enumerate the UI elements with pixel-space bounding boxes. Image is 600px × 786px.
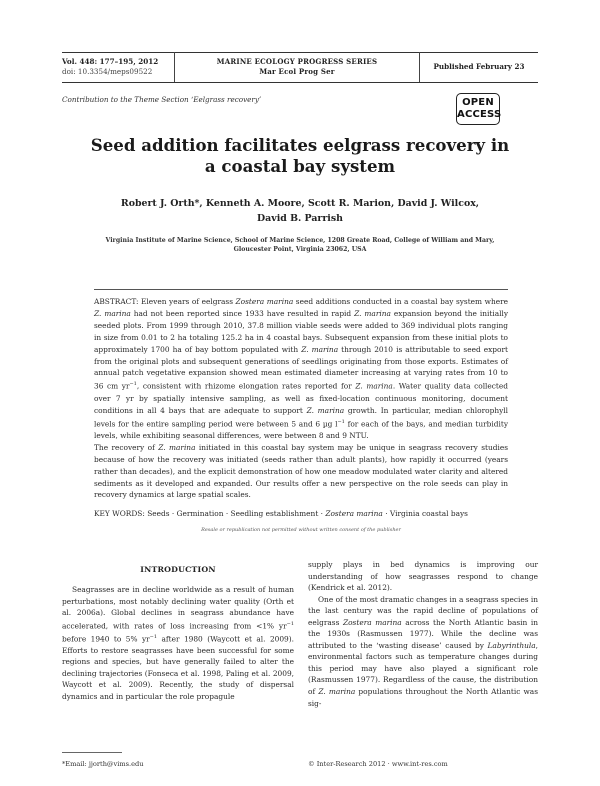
species-name: Z. marina bbox=[94, 308, 131, 318]
open-access-icon bbox=[456, 93, 500, 125]
copyright: © Inter-Research 2012 · www.int-res.com bbox=[308, 760, 448, 768]
species-name: Zostera marina bbox=[235, 297, 294, 306]
species-name: Z. marina bbox=[158, 442, 196, 452]
body-text: , environmental factors such as temperature changes during this period may have also played a significant role (Rasmussen 1977). Regardless of the cause, the distribution of bbox=[308, 640, 538, 697]
published-date: Published February 23 bbox=[433, 62, 525, 71]
species-name: Zostera marina bbox=[342, 617, 402, 627]
abstract-text: Eleven years of eelgrass bbox=[138, 297, 236, 306]
intro-column-right bbox=[308, 559, 538, 709]
superscript: −1 bbox=[337, 418, 345, 425]
resale-text: Resale or republication not permitted without written consent of the publisher bbox=[197, 527, 405, 533]
body-text: Seagrasses are in decline worldwide as a result of human perturbations, most notably declining water quality (Orth et al. 2006a). Global declines in seagrass abundance have accelerated, with rates of loss increasing from <1% yr bbox=[62, 585, 294, 631]
title-line1: Seed addition facilitates eelgrass recovery in bbox=[90, 135, 510, 155]
contribution-note: Contribution to the Theme Section ‘Eelgrass recovery’ bbox=[62, 95, 262, 104]
abstract-text: The recovery of bbox=[94, 442, 159, 452]
abstract-text: for each of the bays, and median turbidity levels, while exhibiting seasonal differences, were between 8 and 9 NTU. bbox=[94, 419, 508, 440]
abstract-text: through 2010 is attributable to seed export from the original plots and subsequent generations of seedlings originating from those exports. Estimates of annual patch vegetative expansion showed mean estimated diameter increasing at varying rates from 10 to 36 cm yr bbox=[94, 344, 508, 391]
open-access-line2: ACCESS bbox=[457, 109, 502, 120]
keywords-label: KEY WORDS: bbox=[94, 509, 145, 518]
journal-name bbox=[174, 52, 420, 82]
intro-column-left bbox=[62, 584, 294, 702]
body-text: after 1980 (Waycott et al. 2009). Efforts to restore seagrasses have been successful for some regions and species, but have generally failed to alter the declining trajectories (Fonseca et al. 1998, Paling et al. 2009, Waycott et al. 2009). Recently, the study of dispersal dynamics and in particular the role propagule bbox=[62, 634, 294, 701]
body-text: before 1940 to 5% yr bbox=[62, 634, 150, 644]
keyword-text: · Virginia coastal bays bbox=[382, 509, 468, 518]
body-text: One of the most dramatic changes in a seagrass species in the last century was the rapid decline of populations of eelgrass bbox=[308, 594, 538, 627]
abstract-label: ABSTRACT: bbox=[94, 297, 139, 306]
volume-info bbox=[62, 52, 174, 82]
section-heading-introduction: INTRODUCTION bbox=[140, 565, 216, 574]
authors-line2: David B. Parrish bbox=[257, 213, 343, 224]
abstract-text: , consistent with rhizome elongation rates reported for bbox=[136, 381, 356, 391]
volume-text: Vol. 448: 177–195, 2012 bbox=[62, 57, 159, 66]
species-name: Z. marina bbox=[354, 308, 391, 318]
journal-name-line2: Mar Ecol Prog Ser bbox=[259, 67, 335, 76]
superscript: −1 bbox=[286, 620, 294, 627]
abstract-paragraph-2 bbox=[94, 442, 508, 502]
abstract-text: expansion beyond the initially seeded plots. From 1999 through 2010, 37.8 million viable seeds were added to 369 individual plots ranging in size from 0.01 to 2 ha totaling 125.2 ha in 4 coastal bays. Subsequent expansion from these initial plots to approximately 1700 ha of bay bottom populated with bbox=[94, 308, 509, 354]
species-name: Z. marina bbox=[355, 381, 393, 391]
species-name: Z. marina bbox=[318, 687, 356, 697]
abstract-text: seed additions conducted in a coastal bay system where bbox=[293, 297, 508, 306]
abstract bbox=[94, 296, 508, 501]
footnote-rule bbox=[62, 752, 122, 753]
body-text: populations throughout the North Atlantic was sig- bbox=[308, 687, 538, 708]
abstract-paragraph-1 bbox=[94, 296, 508, 442]
intro-paragraph-1 bbox=[62, 584, 294, 702]
journal-name-line1: MARINE ECOLOGY PROGRESS SERIES bbox=[216, 57, 378, 66]
authors-line1: Robert J. Orth*, Kenneth A. Moore, Scott R. Marion, David J. Wilcox, bbox=[120, 198, 480, 209]
doi-text: doi: 10.3354/meps09522 bbox=[62, 67, 153, 76]
abstract-text: had not been reported since 1933 have resulted in rapid bbox=[130, 308, 355, 318]
abstract-text: . Water quality data collected over 7 yr by spatially intensive sampling, as well as fixed-location continuous monitoring, document conditions in all 4 bays that are adequate to support bbox=[94, 381, 509, 415]
affiliation-line2: Gloucester Point, Virginia 23062, USA bbox=[233, 246, 367, 254]
keyword-species: Zostera marina bbox=[325, 509, 383, 518]
header-bottom-rule bbox=[62, 82, 538, 83]
abstract-text: growth. In particular, median chlorophyll levels for the entire sampling period were between 5 and 6 µg l bbox=[94, 405, 508, 428]
abstract-text: initiated in this coastal bay system may be unique in seagrass recovery studies because of how the recovery was initiated (seeds rather than adult plants), how rapidly it occurred (years rather than decades), and the explicit demonstration of how one meadow modulated water clarity and altered sediments as it developed and expanded. Our results offer a new perspective on the role seeds can play in recovery dynamics at large spatial scales. bbox=[94, 442, 508, 500]
abstract-top-rule bbox=[94, 289, 508, 290]
open-access-line1: OPEN bbox=[462, 97, 494, 108]
species-name: Z. marina bbox=[306, 405, 345, 415]
affiliation bbox=[80, 236, 520, 255]
affiliation-line1: Virginia Institute of Marine Science, School of Marine Science, 1208 Greate Road, College of William and Mary, bbox=[105, 237, 495, 244]
superscript: −1 bbox=[129, 381, 137, 388]
intro-paragraph-2 bbox=[308, 594, 538, 709]
article-title bbox=[62, 135, 538, 177]
keyword-text: Seeds · Germination · Seedling establishment · bbox=[144, 509, 326, 518]
author-email: *Email: jjorth@vims.edu bbox=[62, 760, 144, 768]
intro-paragraph-1-cont: supply plays in bed dynamics is improving our understanding of how seagrasses respond to change (Kendrick et al. 2012). bbox=[308, 560, 538, 593]
superscript: −1 bbox=[149, 633, 158, 640]
body-text: across the North Atlantic basin in the 1930s (Rasmussen 1977). While the decline was attributed to the ‘wasting disease’ caused by bbox=[308, 617, 538, 650]
author-list bbox=[92, 196, 508, 226]
species-name: Z. marina bbox=[301, 344, 339, 354]
resale-notice bbox=[94, 527, 508, 533]
pathogen-name: Labyrinthula bbox=[487, 640, 536, 650]
title-line2: a coastal bay system bbox=[204, 156, 396, 176]
keywords bbox=[94, 508, 508, 519]
